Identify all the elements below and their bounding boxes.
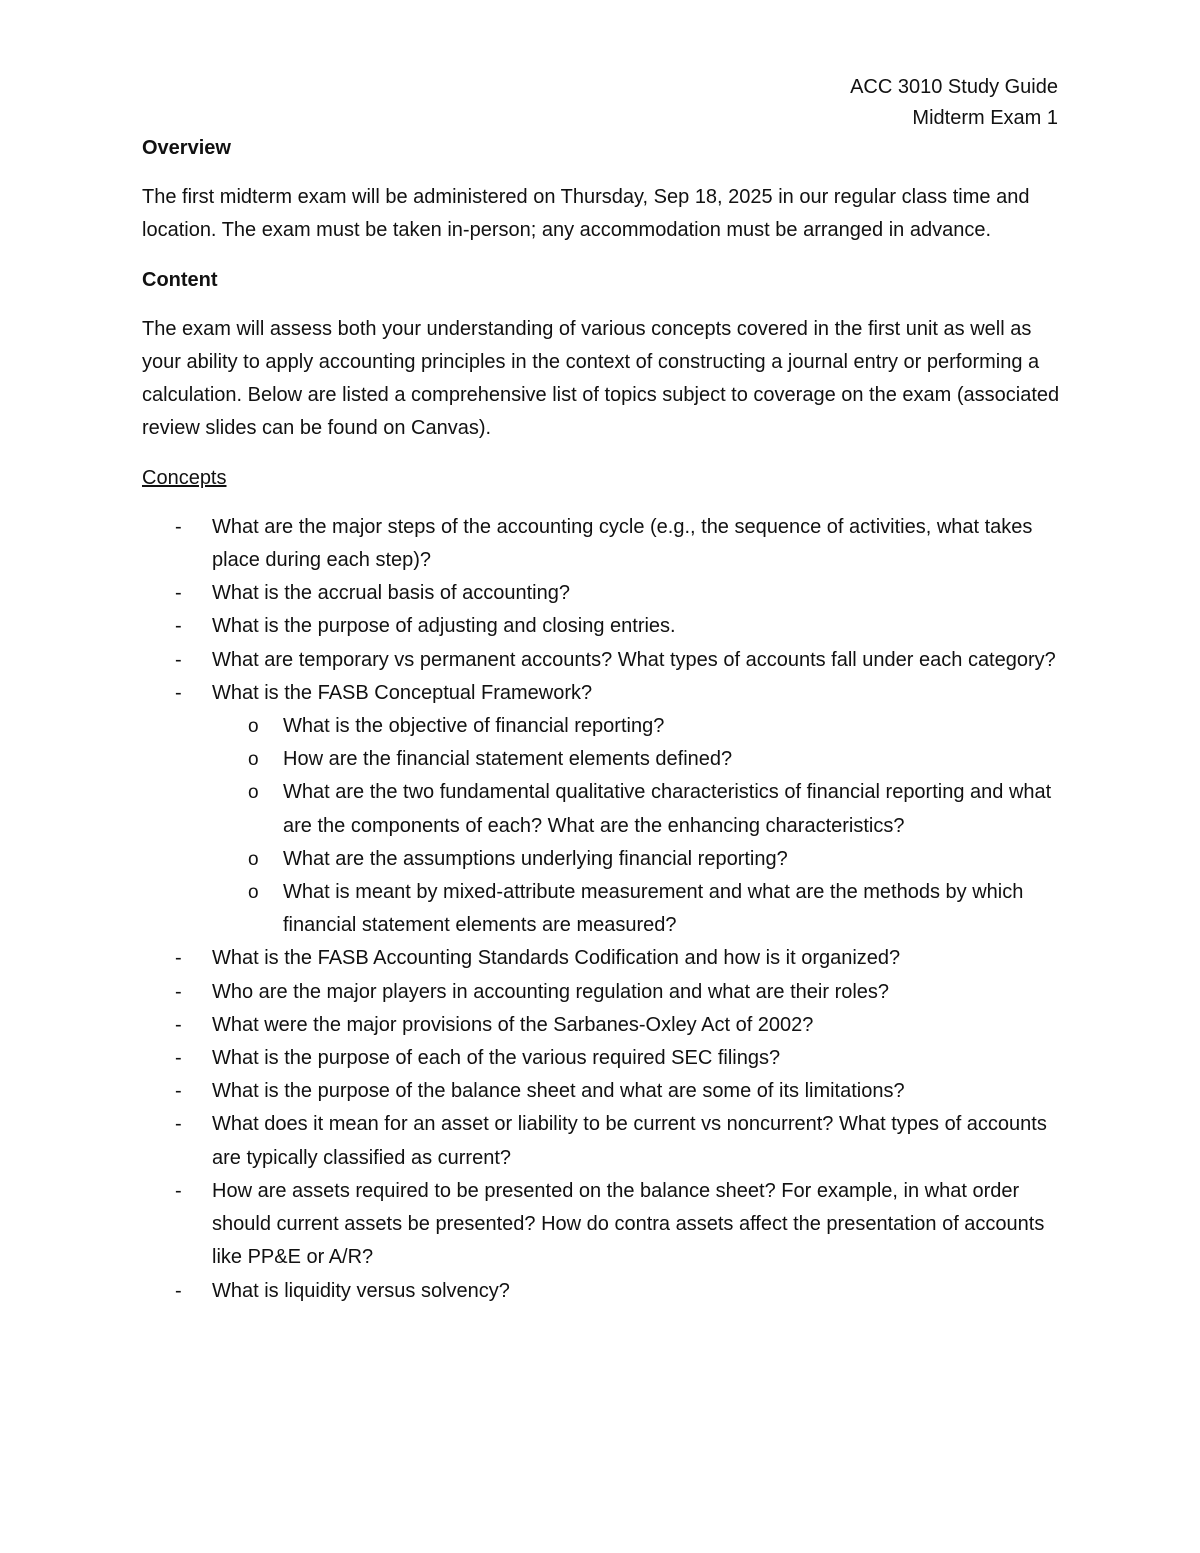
list-item: [142, 644, 1067, 677]
list-item: [142, 1009, 1067, 1042]
circle-bullet: o: [248, 848, 259, 870]
circle-bullet: o: [248, 749, 259, 771]
list-item-text: What were the major provisions of the Sarbanes-Oxley Act of 2002?: [212, 1013, 814, 1036]
sublist-item-text: What are the assumptions underlying financial reporting?: [283, 847, 788, 870]
dash-bullet: -: [175, 1179, 182, 1202]
dash-bullet: -: [175, 515, 182, 538]
list-item: [142, 1275, 1067, 1308]
dash-bullet: -: [175, 648, 182, 671]
list-item-text: What are temporary vs permanent accounts? What types of accounts fall under each category?: [212, 648, 1056, 671]
sublist-item-text: How are the financial statement elements defined?: [283, 748, 733, 771]
list-item: [142, 1175, 1067, 1275]
content-heading: Content: [142, 268, 218, 291]
dash-bullet: -: [175, 980, 182, 1003]
dash-bullet: -: [175, 1080, 182, 1103]
list-item-text: What does it mean for an asset or liability to be current vs noncurrent? What types of accounts are typically classified as current?: [212, 1113, 1047, 1169]
list-item: [142, 610, 1067, 643]
list-item: [142, 1075, 1067, 1108]
exam-title: Midterm Exam 1: [912, 107, 1058, 129]
list-item-text: What are the major steps of the accounting cycle (e.g., the sequence of activities, what takes place during each step)?: [212, 515, 1033, 572]
framework-sublist: [212, 710, 1067, 942]
circle-bullet: o: [248, 716, 259, 738]
dash-bullet: -: [175, 1047, 182, 1070]
dash-bullet: -: [175, 1013, 182, 1036]
content-paragraph: The exam will assess both your understanding of various concepts covered in the first unit as well as your ability to apply accounting principles in the context of constructing a journal entry or performing a calculation. Below are listed a comprehensive list of topics subject to coverage on the exam (associated review slides can be found on Canvas).: [142, 317, 1060, 440]
circle-bullet: o: [248, 782, 259, 804]
overview-heading: Overview: [142, 137, 231, 159]
list-item: [142, 942, 1067, 975]
dash-bullet: -: [175, 582, 182, 605]
list-item: [142, 511, 1067, 577]
sublist-item: [212, 843, 1067, 876]
dash-bullet: -: [175, 1279, 182, 1302]
list-item-text: What is the FASB Conceptual Framework?: [212, 681, 593, 704]
overview-paragraph: The first midterm exam will be administered on Thursday, Sep 18, 2025 in our regular class time and location. The exam must be taken in-person; any accommodation must be arranged in advance.: [142, 186, 1030, 242]
sublist-item: [212, 710, 1067, 743]
list-item: [142, 976, 1067, 1009]
sublist-item: [212, 876, 1067, 942]
document-header: [850, 72, 1058, 134]
course-title: ACC 3010 Study Guide: [850, 76, 1058, 98]
list-item-text: What is the purpose of each of the various required SEC filings?: [212, 1047, 781, 1070]
list-item: [142, 577, 1067, 610]
dash-bullet: -: [175, 615, 182, 638]
concepts-list: [142, 511, 1067, 1308]
list-item-text: What is the FASB Accounting Standards Codification and how is it organized?: [212, 947, 901, 970]
list-item-text: What is liquidity versus solvency?: [212, 1279, 510, 1302]
list-item: [142, 677, 1067, 943]
concepts-heading: Concepts: [142, 466, 227, 489]
list-item-text: What is the purpose of the balance sheet and what are some of its limitations?: [212, 1080, 905, 1103]
dash-bullet: -: [175, 1113, 182, 1136]
sublist-item: [212, 743, 1067, 776]
list-item-text: How are assets required to be presented on the balance sheet? For example, in what order should current assets be presented? How do contra assets affect the presentation of accounts like PP&E or A/R?: [212, 1179, 1045, 1269]
sublist-item: [212, 776, 1067, 842]
sublist-item-text: What is the objective of financial reporting?: [283, 715, 665, 738]
dash-bullet: -: [175, 947, 182, 970]
list-item: [142, 1108, 1067, 1174]
list-item: [142, 1042, 1067, 1075]
sublist-item-text: What is meant by mixed-attribute measurement and what are the methods by which financial statement elements are measured?: [283, 881, 1024, 937]
document-body: [142, 132, 1067, 1308]
dash-bullet: -: [175, 681, 182, 704]
list-item-text: Who are the major players in accounting regulation and what are their roles?: [212, 980, 890, 1003]
circle-bullet: o: [248, 882, 259, 904]
list-item-text: What is the accrual basis of accounting?: [212, 582, 570, 605]
sublist-item-text: What are the two fundamental qualitative characteristics of financial reporting and what are the components of each? What are the enhancing characteristics?: [283, 781, 1052, 837]
list-item-text: What is the purpose of adjusting and closing entries.: [212, 615, 676, 638]
